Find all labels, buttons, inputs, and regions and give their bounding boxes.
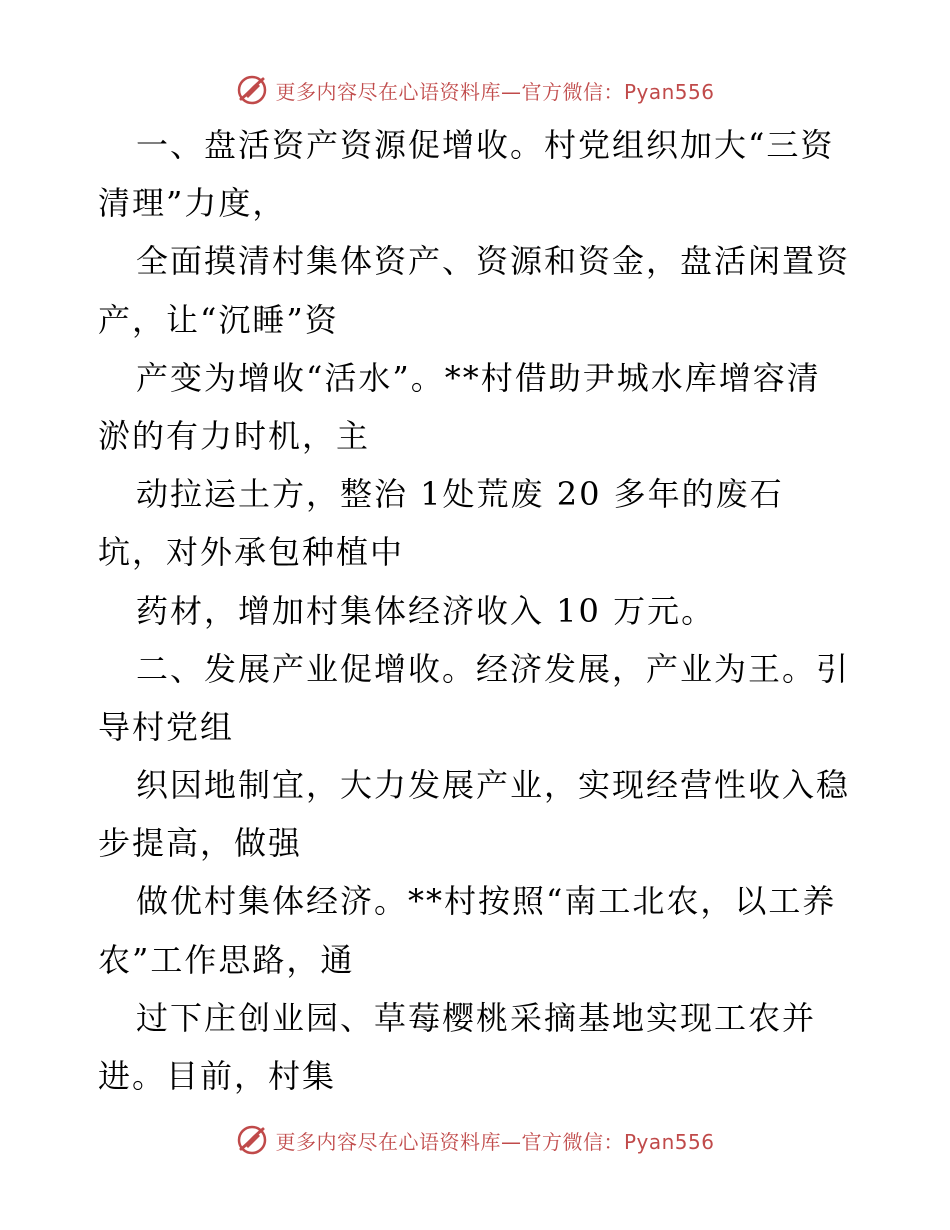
body-text-line: 导村党组 (98, 707, 235, 746)
body-text-line: 全面摸清村集体资产、资源和资金，盘活闲置资 (136, 242, 851, 281)
body-text-line: 动拉运土方，整治 1处荒废 20 多年的废石 (136, 475, 784, 514)
body-text-line: 农”工作思路，通 (98, 940, 355, 979)
body-text-line: 产变为增收“活水”。**村借助尹城水库增容清 (136, 358, 821, 397)
body-text-line: 进。目前，村集 (98, 1057, 337, 1095)
body-text-line: 做优村集体经济。**村按照“南工北农，以工养 (136, 882, 837, 921)
body-text-line: 步提高，做强 (98, 824, 303, 863)
body-text-line: 淤的有力时机，主 (98, 416, 371, 455)
body-text-line: 产，让“沉睡”资 (98, 300, 339, 339)
header-watermark (0, 70, 950, 110)
body-text-line: 药材，增加村集体经济收入 10 万元。 (136, 591, 716, 630)
body-text-line: 过下庄创业园、草莓樱桃采摘基地实现工农并 (136, 998, 817, 1037)
body-text-line: 二、发展产业促增收。经济发展，产业为王。引 (136, 649, 851, 688)
pen-logo-icon (235, 73, 269, 107)
watermark-text: 更多内容尽在心语资料库—官方微信：Pyan556 (275, 1129, 715, 1154)
document-body (98, 116, 858, 1105)
watermark-text: 更多内容尽在心语资料库—官方微信：Pyan556 (275, 79, 715, 104)
body-text-line: 清理”力度， (98, 184, 287, 223)
footer-watermark (0, 1120, 950, 1160)
body-text-line: 坑，对外承包种植中 (98, 533, 405, 572)
body-text-line: 一、盘活资产资源促增收。村党组织加大“三资 (136, 126, 835, 164)
body-text-line: 织因地制宜，大力发展产业，实现经营性收入稳 (136, 766, 851, 805)
pen-logo-icon (235, 1123, 269, 1157)
